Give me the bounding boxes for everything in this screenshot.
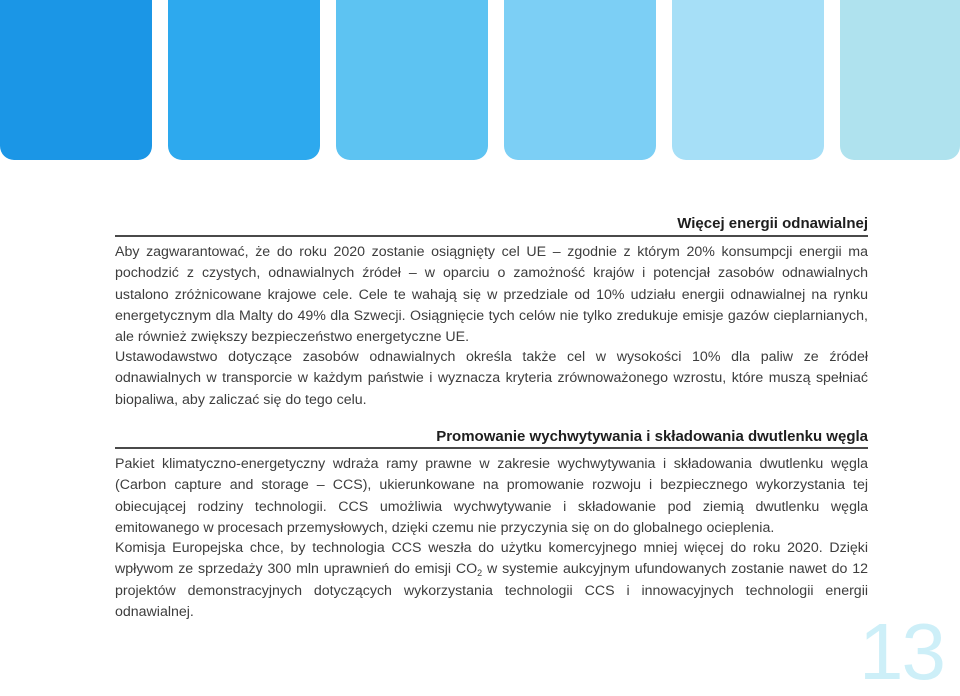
tile-4 xyxy=(504,0,656,160)
paragraph-ccs-funding-part1: Komisja Europejska chce, by technologia CCS weszła do użytku komercyjnego mniej więcej do roku 2020. Dzięki wpływom ze sprzedaży 300 mln uprawnień do emisji CO xyxy=(115,540,868,578)
tile-2 xyxy=(168,0,320,160)
header-tiles xyxy=(0,0,960,160)
tile-3 xyxy=(336,0,488,160)
paragraph-ccs-funding-part2: w systemie aukcyjnym ufundowanych zostanie nawet do 12 projektów demonstracyjnych dotyczących wykorzystania technologii CCS i innowacyjnych technologii energii odnawialnej. xyxy=(115,561,868,620)
tile-1 xyxy=(0,0,152,160)
paragraph-renewables-targets: Aby zagwarantować, że do roku 2020 zostanie osiągnięty cel UE – zgodnie z którym 20% konsumpcji energii ma pochodzić z czystych, odnawialnych źródeł – w oparciu o zamożność krajów i potencjał zasobów odnawialnych ustalono zróżnicowane krajowe cele. Cele te wahają się w przedziale od 10% udziału energii odnawialnej na rynku energetycznym dla Malty do 49% dla Szwecji. Osiągnięcie tych celów nie tylko zredukuje emisje gazów cieplarnianych, ale również zwiększy bezpieczeństwo energetyczne UE. xyxy=(115,244,868,346)
section-divider-1 xyxy=(115,235,868,237)
co2-subscript: 2 xyxy=(477,568,483,579)
paragraph-renewables-transport: Ustawodawstwo dotyczące zasobów odnawialnych określa także cel w wysokości 10% dla paliw ze źródeł odnawialnych w transporcie w każdym państwie i wyznacza kryteria zrównoważonego wzrostu, które muszą spełniać biopaliwa, aby zaliczać się do tego celu. xyxy=(115,349,868,408)
section-divider-2 xyxy=(115,447,868,449)
tile-6 xyxy=(840,0,960,160)
paragraph-ccs-framework: Pakiet klimatyczno-energetyczny wdraża ramy prawne w zakresie wychwytywania i składowania dwutlenku węgla (Carbon capture and storage – CCS), ukierunkowane na promowanie rozwoju i bezpiecznego wykorzystania tej obiecującej rodziny technologii. CCS umożliwia wychwytywanie i składowanie pod ziemią dwutlenku węgla emitowanego w procesach przemysłowych, dzięki czemu nie przyczynia się on do globalnego ocieplenia. xyxy=(115,456,868,536)
section-title-renewables: Więcej energii odnawialnej xyxy=(677,215,868,232)
tile-5 xyxy=(672,0,824,160)
section-title-ccs: Promowanie wychwytywania i składowania dwutlenku węgla xyxy=(436,428,868,445)
page-number: 13 xyxy=(859,607,944,696)
paragraph-ccs-funding xyxy=(115,538,868,623)
